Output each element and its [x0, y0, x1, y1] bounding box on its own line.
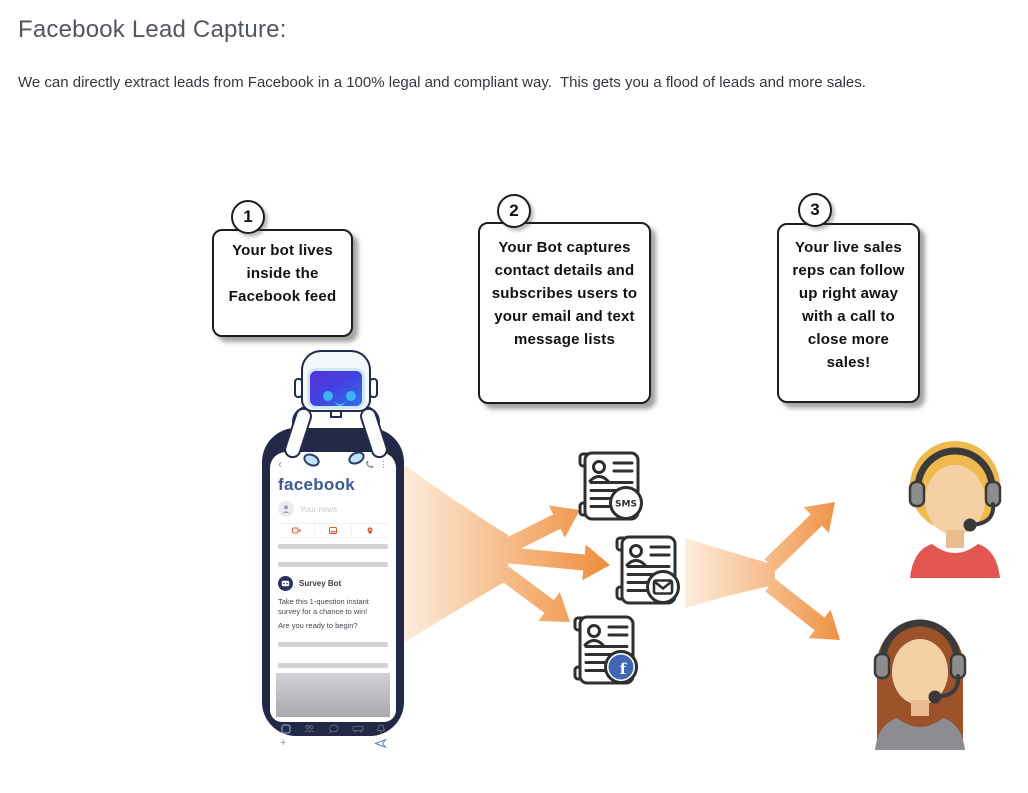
- step-number-1: 1: [231, 200, 265, 234]
- robot-icon: [281, 580, 290, 587]
- video-icon: [278, 524, 314, 537]
- robot-mouth: [335, 401, 345, 406]
- image-placeholder: [276, 673, 390, 717]
- fan-arrow-lists-to-reps: [685, 502, 840, 640]
- compose-row: [278, 736, 388, 750]
- smartphone: [262, 428, 404, 749]
- chat-icon: [329, 724, 339, 733]
- step-number-2: 2: [497, 194, 531, 228]
- email-list-document-icon: [613, 533, 685, 613]
- bot-message-2: Are you ready to begin?: [278, 621, 358, 630]
- step-text-3: Your live sales reps can follow up right away with a call to close more sales!: [792, 239, 905, 371]
- sms-badge-label: SMS: [615, 499, 637, 510]
- post-actions-row: [278, 523, 388, 538]
- step-box-1: [212, 229, 353, 337]
- friends-icon: [304, 724, 315, 733]
- user-avatar: [278, 501, 294, 517]
- step-box-3: [777, 223, 920, 403]
- notification-bell-icon: [377, 724, 385, 734]
- send-icon: [375, 739, 386, 748]
- phone-toolbar: [278, 721, 388, 736]
- rep2-mic: [929, 691, 942, 704]
- robot-face-screen: [307, 368, 365, 409]
- rep1-shirt: [910, 544, 1000, 578]
- rep1-neck: [946, 530, 964, 548]
- page-subtitle: We can directly extract leads from Facebook in a 100% legal and compliant way. This gets you a flood of leads and more sales.: [18, 74, 866, 91]
- robot-eye-left: [323, 391, 333, 401]
- robot-eye-right: [346, 391, 356, 401]
- rep2-ear-cup-left: [875, 654, 889, 678]
- phone-screen: [270, 452, 396, 749]
- location-pin-icon: [351, 524, 388, 537]
- facebook-list-document-icon: [571, 613, 643, 693]
- step-box-2: [478, 222, 651, 404]
- more-menu-icon: ⋮: [379, 458, 388, 469]
- page-title: Facebook Lead Capture:: [18, 16, 287, 43]
- sales-rep-2-illustration: [845, 598, 995, 750]
- rep1-mic: [964, 519, 977, 532]
- sms-list-document-icon: [576, 449, 648, 529]
- groups-icon: [352, 724, 364, 733]
- survey-bot-row: [278, 576, 388, 591]
- photo-icon: [314, 524, 351, 537]
- phone-call-icon: [365, 460, 374, 469]
- content-placeholder-bar: [278, 562, 388, 567]
- content-placeholder-bar: [278, 663, 388, 668]
- plus-icon: +: [280, 737, 287, 749]
- person-icon: [281, 504, 291, 514]
- tab-square-icon: [281, 724, 291, 734]
- back-chevron-icon: ‹: [278, 457, 282, 471]
- facebook-wordmark: facebook: [278, 475, 356, 494]
- rep1-ear-cup-left: [910, 482, 924, 506]
- facebook-f-letter: f: [619, 660, 627, 678]
- news-placeholder: Your news: [300, 504, 338, 514]
- sales-rep-1-illustration: [882, 432, 1028, 578]
- step-text-1: Your bot lives inside the Facebook feed: [228, 242, 337, 305]
- survey-bot-name: Survey Bot: [299, 579, 342, 588]
- content-placeholder-bar: [278, 544, 388, 549]
- rep2-neck: [911, 700, 929, 716]
- bot-message-1: Take this 1-question instant survey for a chance to win!: [278, 597, 369, 616]
- step-text-2: Your Bot captures contact details and subscribes users to your email and text message lists: [491, 239, 638, 348]
- news-row: [278, 501, 388, 517]
- survey-bot-avatar: [278, 576, 293, 591]
- step-number-3: 3: [798, 193, 832, 227]
- content-placeholder-bar: [278, 642, 388, 647]
